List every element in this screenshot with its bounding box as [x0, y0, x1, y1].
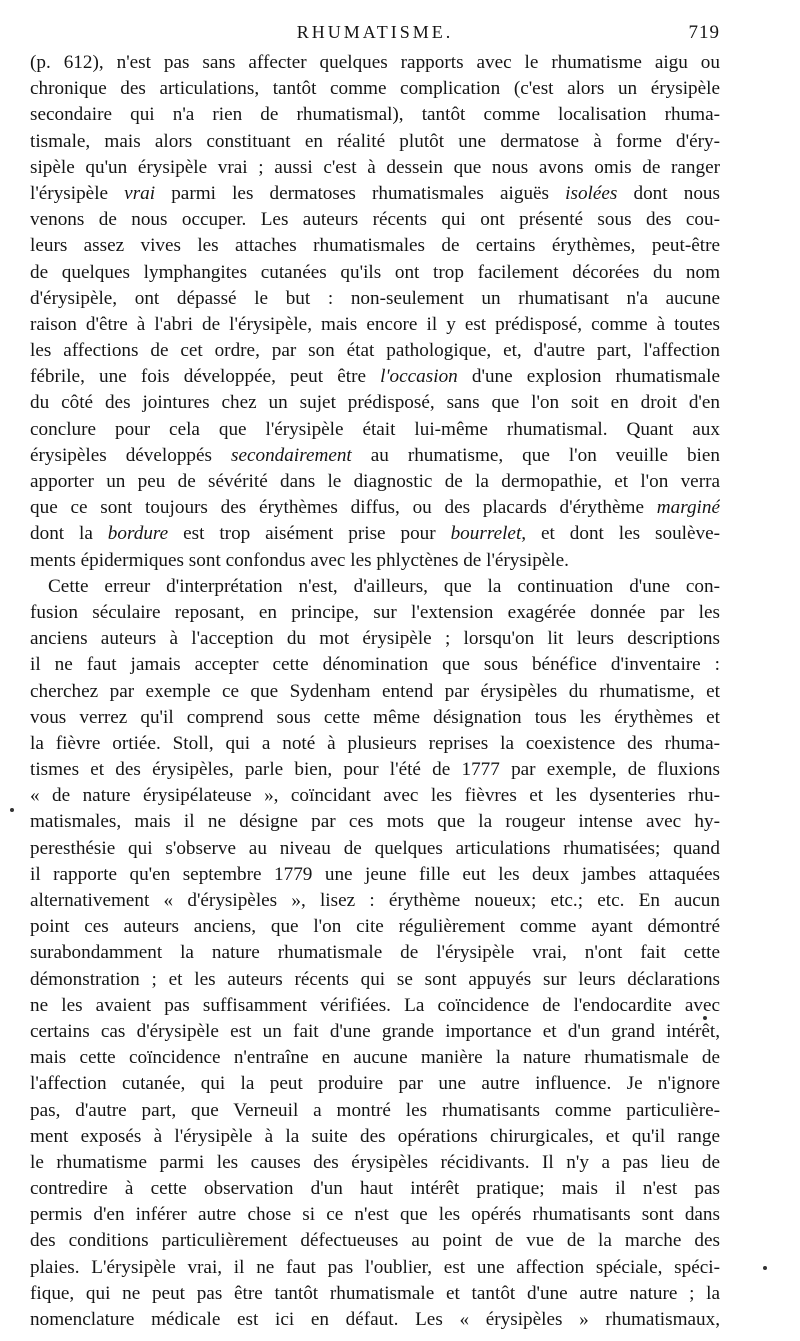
text-line — [30, 600, 720, 626]
text-segment: sipèle qu'un érysipèle vrai ; aussi c'est à dessein que nous avons omis de ranger — [30, 156, 720, 178]
text-line — [30, 993, 720, 1019]
text-line — [30, 1228, 720, 1254]
text-line — [30, 705, 720, 731]
text-line — [30, 286, 720, 312]
text-line — [30, 1281, 720, 1307]
text-line — [30, 836, 720, 862]
italic-segment: l'occasion — [380, 366, 458, 388]
text-line — [30, 102, 720, 128]
text-segment: tismale, mais alors constituant en réalité plutôt une dermatose à forme d'éry- — [30, 130, 720, 152]
text-line — [30, 495, 720, 521]
italic-segment: vrai — [124, 182, 156, 204]
text-line — [30, 76, 720, 102]
text-segment: tismes et des érysipèles, parle bien, pour l'été de 1777 par exemple, de fluxions — [30, 759, 720, 781]
text-segment: les affections de cet ordre, par son état pathologique, et, d'autre part, l'affection — [30, 340, 720, 362]
text-segment: dont nous — [617, 182, 720, 204]
text-segment: nomenclature médicale est ici en défaut. Les « érysipèles » rhumatismaux, — [30, 1309, 720, 1330]
margin-dot-right — [703, 1016, 707, 1020]
text-line — [30, 757, 720, 783]
running-head — [30, 22, 720, 48]
text-segment: au rhumatisme, que l'on veuille bien — [351, 444, 720, 466]
text-line — [30, 233, 720, 259]
text-segment: cherchez par exemple ce que Sydenham entend par érysipèles du rhumatisme, et — [30, 680, 720, 702]
text-line — [30, 390, 720, 416]
running-head-title: RHUMATISME. — [296, 22, 454, 42]
text-segment: vous verrez qu'il comprend sous cette même désignation tous les érythèmes et — [30, 706, 720, 728]
text-segment: de quelques lymphangites cutanées qu'ils ont trop facilement décorées du nom — [30, 261, 720, 283]
text-segment: ments épidermiques sont confondus avec les phlyctènes de l'érysipèle. — [30, 549, 569, 571]
text-line — [30, 181, 720, 207]
text-segment: parmi les dermatoses rhumatismales aiguës — [155, 182, 566, 204]
text-segment: « de nature érysipélateuse », coïncidant avec les fièvres et les dysenteries rhu- — [30, 785, 720, 807]
text-segment: dont la — [30, 523, 108, 545]
text-line — [30, 731, 720, 757]
text-segment: d'érysipèle, ont dépassé le but : non-seulement un rhumatisant n'a aucune — [30, 287, 720, 309]
text-line — [30, 1019, 720, 1045]
text-segment: est trop aisément prise pour — [168, 523, 451, 545]
text-line — [30, 862, 720, 888]
text-line — [30, 967, 720, 993]
text-line — [30, 1150, 720, 1176]
text-line — [30, 469, 720, 495]
text-segment: secondaire qui n'a rien de rhumatismal), tantôt comme localisation rhuma- — [30, 104, 720, 126]
text-segment: raison d'être à l'abri de l'érysipèle, mais encore il y est prédisposé, comme à toutes — [30, 313, 720, 335]
italic-segment: marginé — [656, 497, 720, 519]
text-segment: ment exposés à l'érysipèle à la suite des opérations chirurgicales, et qu'il range — [30, 1125, 720, 1147]
text-segment: la fièvre ortiée. Stoll, qui a noté à plusieurs reprises la coexistence des rhuma- — [30, 732, 720, 754]
text-line — [30, 50, 720, 76]
text-segment: il rapporte qu'en septembre 1779 une jeune fille eut les deux jambes attaquées — [30, 863, 720, 885]
text-segment: démonstration ; et les auteurs récents qui se sont appuyés sur leurs déclarations — [30, 968, 720, 990]
text-line — [30, 260, 720, 286]
body-text — [30, 50, 720, 1333]
margin-dot-left — [10, 808, 14, 812]
text-segment: fique, qui ne peut pas être tantôt rhumatismale et tantôt d'une autre nature ; la — [30, 1282, 720, 1304]
book-page — [30, 22, 720, 1333]
text-line — [30, 338, 720, 364]
text-segment: érysipèles développés — [30, 444, 231, 466]
text-line — [30, 129, 720, 155]
text-segment: venons de nous occuper. Les auteurs récents qui ont présenté sous des cou- — [30, 209, 720, 231]
text-line — [30, 1098, 720, 1124]
text-segment: mais cette coïncidence n'entraîne en aucune manière la nature rhumatismale de — [30, 1047, 720, 1069]
italic-segment: isolées — [565, 182, 618, 204]
text-segment: anciens auteurs à l'acception du mot érysipèle ; lorsqu'on lit leurs descriptions — [30, 628, 720, 650]
text-segment: leurs assez vives les attaches rhumatismales de certains érythèmes, peut-être — [30, 235, 720, 257]
italic-segment: bordure — [107, 523, 169, 545]
text-segment: d'une explosion rhumatismale — [457, 366, 720, 388]
text-line — [30, 914, 720, 940]
text-line — [30, 626, 720, 652]
text-segment: du côté des jointures chez un sujet prédisposé, sans que l'on soit en droit d'en — [30, 392, 720, 414]
text-segment: le rhumatisme parmi les causes des érysipèles récidivants. Il n'y a pas lieu de — [30, 1151, 720, 1173]
text-segment: fébrile, une fois développée, peut être — [30, 366, 381, 388]
text-line — [30, 521, 720, 547]
text-segment: plaies. L'érysipèle vrai, il ne faut pas l'oublier, est une affection spéciale, spéci- — [30, 1256, 720, 1278]
text-line — [30, 679, 720, 705]
text-segment: matismales, mais il ne désigne par ces mots que la rougeur intense avec hy- — [30, 811, 720, 833]
text-segment: conclure pour cela que l'érysipèle était lui-même rhumatismal. Quant aux — [30, 418, 720, 440]
text-segment: alternativement « d'érysipèles », lisez : érythème noueux; etc.; etc. En aucun — [30, 890, 720, 911]
text-segment: fusion séculaire reposant, en principe, sur l'extension exagérée donnée par les — [30, 601, 720, 623]
text-line — [30, 1071, 720, 1097]
page-number: 719 — [688, 22, 720, 43]
text-segment: permis d'en inférer autre chose si ce n'est que les opérés rhumatisants sont dans — [30, 1204, 720, 1226]
text-segment: et dont les soulève- — [526, 523, 720, 545]
text-line — [30, 312, 720, 338]
text-segment: l'érysipèle — [30, 182, 125, 204]
text-segment: chronique des articulations, tantôt comme complication (c'est alors un érysipèle — [30, 78, 720, 100]
text-segment: l'affection cutanée, qui la peut produire par une autre influence. Je n'ignore — [30, 1073, 720, 1095]
margin-dot-bottom — [763, 1266, 767, 1270]
text-segment: certains cas d'érysipèle est un fait d'une grande importance et d'un grand intérêt, — [30, 1020, 720, 1042]
text-line — [30, 1124, 720, 1150]
text-segment: apporter un peu de sévérité dans le diagnostic de la dermopathie, et l'on verra — [30, 471, 720, 492]
text-segment: point ces auteurs anciens, que l'on cite régulièrement comme ayant démontré — [30, 916, 720, 938]
text-segment: ne les avaient pas suffisamment vérifiées. La coïncidence de l'endocardite avec — [30, 994, 720, 1016]
text-segment: des conditions particulièrement défectueuses au point de vue de la marche des — [30, 1230, 720, 1252]
text-segment: surabondamment la nature rhumatismale de l'érysipèle vrai, n'ont fait cette — [30, 942, 720, 964]
text-line — [30, 783, 720, 809]
text-line — [30, 443, 720, 469]
text-line — [30, 1045, 720, 1071]
text-line — [30, 940, 720, 966]
text-segment: pas, d'autre part, que Verneuil a montré les rhumatisants comme particulière- — [30, 1099, 720, 1121]
text-line — [30, 652, 720, 678]
text-line — [30, 1255, 720, 1281]
text-line — [30, 548, 720, 574]
text-segment: il ne faut jamais accepter cette dénomination que sous bénéfice d'inventaire : — [30, 654, 720, 676]
text-segment: que ce sont toujours des érythèmes diffus, ou des placards d'érythème — [30, 497, 657, 519]
text-line — [30, 1307, 720, 1333]
text-line — [30, 1202, 720, 1228]
italic-segment: secondairement — [230, 444, 352, 466]
text-line — [30, 364, 720, 390]
text-line — [30, 207, 720, 233]
text-segment: contredire à cette observation d'un haut intérêt pratique; mais il n'est pas — [30, 1178, 720, 1200]
text-line — [30, 888, 720, 914]
text-line — [30, 417, 720, 443]
text-line — [30, 155, 720, 181]
text-segment: (p. 612), n'est pas sans affecter quelques rapports avec le rhumatisme aigu ou — [30, 52, 720, 73]
text-line — [30, 809, 720, 835]
text-line — [30, 1176, 720, 1202]
italic-segment: bourrelet, — [450, 523, 527, 545]
text-segment: Cette erreur d'interprétation n'est, d'ailleurs, que la continuation d'une con- — [48, 575, 720, 597]
text-segment: peresthésie qui s'observe au niveau de quelques articulations rhumatisées; quand — [30, 837, 720, 859]
text-line — [30, 574, 720, 600]
